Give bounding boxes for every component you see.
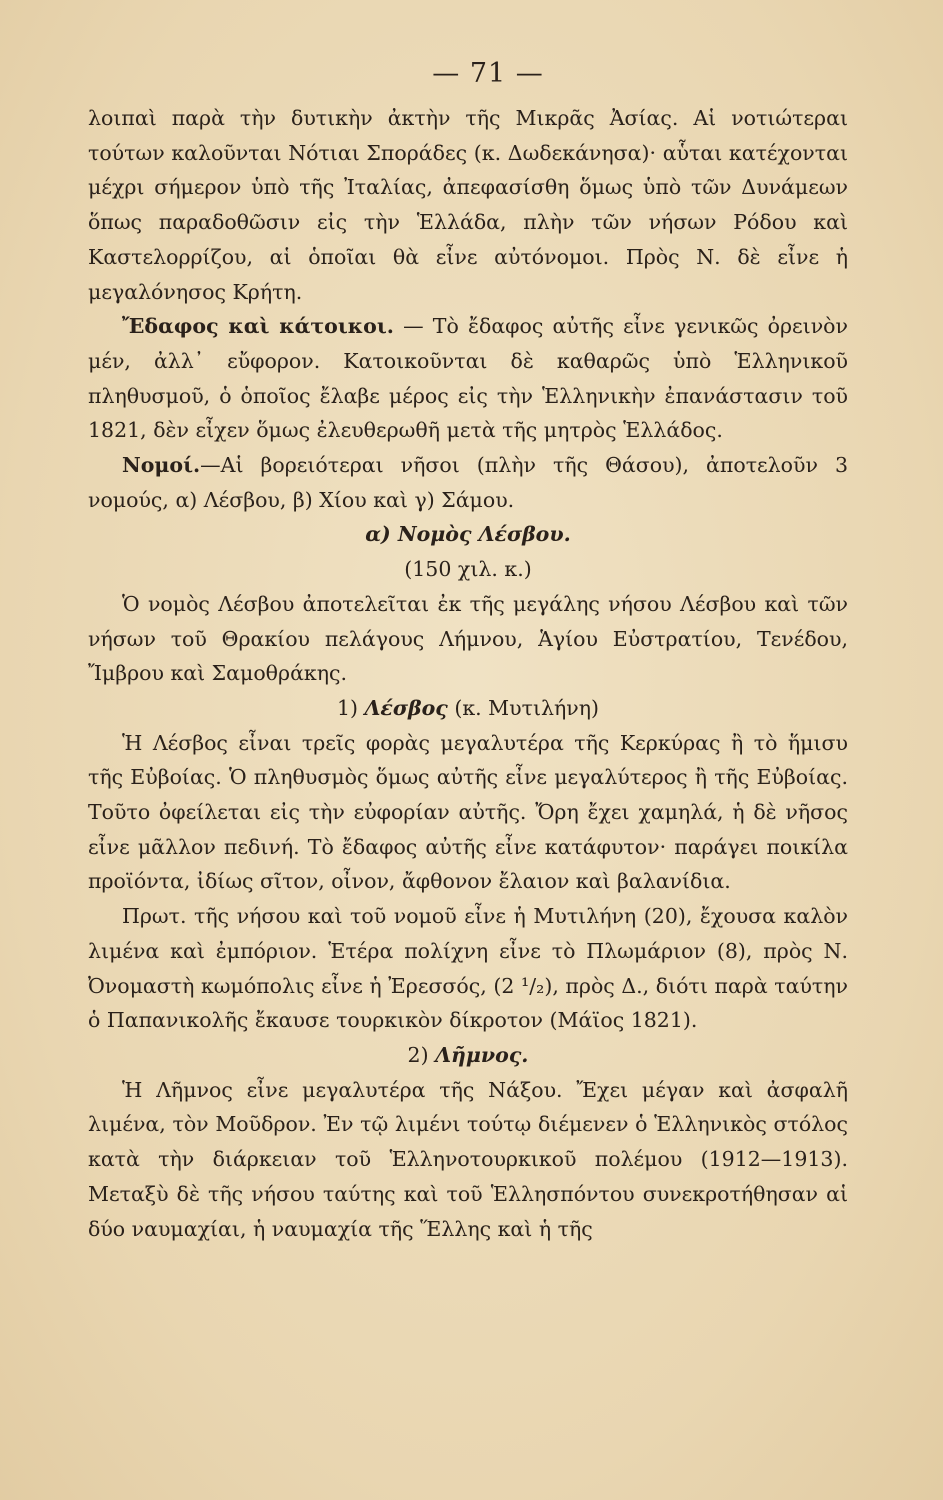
subsection-number: 1)	[336, 695, 358, 720]
paragraph-3	[88, 448, 848, 517]
subsection-name: Λῆμνος.	[435, 1042, 529, 1067]
section-title-lesvos-prefecture: α) Νομὸς Λέσβου.	[365, 522, 571, 547]
subsection-title-limnos	[88, 1038, 848, 1073]
page-number: — 71 —	[432, 58, 544, 89]
paragraph-1: λοιπαὶ παρὰ τὴν δυτικὴν ἀκτὴν τῆς Μικρᾶς Ἀσίας. Αἱ νοτιώτεραι τούτων καλοῦνται Νότιαι Σποράδες (κ. Δωδεκάνησα)· αὗται κατέχονται μέχρι σήμερον ὑπὸ τῆς Ἰταλίας, ἀπεφασίσθη ὅμως ὑπὸ τῶν Δυνάμεων ὅπως παραδοθῶσιν εἰς τὴν Ἑλλάδα, πλὴν τῶν νήσων Ρόδου καὶ Καστελορρίζου, αἱ ὁποῖαι θὰ εἶνε αὐτόνομοι. Πρὸς Ν. δὲ εἶνε ἡ μεγαλόνησος Κρήτη.	[88, 106, 848, 304]
subsection-number: 2)	[407, 1042, 429, 1067]
paragraph-7: Ἡ Λῆμνος εἶνε μεγαλυτέρα τῆς Νάξου. Ἔχει μέγαν καὶ ἀσφαλῆ λιμένα, τὸν Μοῦδρον. Ἐν τῷ λιμένι τούτῳ διέμενεν ὁ Ἑλληνικὸς στόλος κατὰ τὴν διάρκειαν τοῦ Ἑλληνοτουρκικοῦ πολέμου (1912—1913). Μεταξὺ δὲ τῆς νήσου ταύτης καὶ τοῦ Ἑλλησπόντου συνεκροτήθησαν αἱ δύο ναυμαχίαι, ἡ ναυμαχία τῆς Ἕλλης καὶ ἡ τῆς	[88, 1077, 848, 1241]
subsection-alt-name: (κ. Μυτιλήνη)	[454, 695, 600, 720]
subsection-title-lesvos	[88, 691, 848, 726]
section-head-soil: Ἔδαφος καὶ κάτοικοι.	[122, 314, 394, 339]
paragraph-5: Ἡ Λέσβος εἶναι τρεῖς φορὰς μεγαλυτέρα τῆς Κερκύρας ἢ τὸ ἥμισυ τῆς Εὐβοίας. Ὁ πληθυσμὸς ὅμως αὐτῆς εἶνε μεγαλύτερος ἢ τῆς Εὐβοίας. Τοῦτο ὀφείλεται εἰς τὴν εὐφορίαν αὐτῆς. Ὄρη ἔχει χαμηλά, ἡ δὲ νῆσος εἶνε μᾶλλον πεδινή. Τὸ ἔδαφος αὐτῆς εἶνε κατάφυτον· παράγει ποικίλα προϊόντα, ἰδίως σῖτον, οἶνον, ἄφθονον ἔλαιον καὶ βαλανίδια.	[88, 730, 848, 894]
paragraph-6: Πρωτ. τῆς νήσου καὶ τοῦ νομοῦ εἶνε ἡ Μυτιλήνη (20), ἔχουσα καλὸν λιμένα καὶ ἐμπόριον. Ἑτέρα πολίχνη εἶνε τὸ Πλωμάριον (8), πρὸς Ν. Ὀνομαστὴ κωμόπολις εἶνε ἡ Ἐρεσσός, (2 ¹/₂), πρὸς Δ., διότι παρὰ ταύτην ὁ Παπανικολῆς ἔκαυσε τουρκικὸν δίκροτον (Μάϊος 1821).	[88, 904, 848, 1033]
paragraph-2	[88, 309, 848, 448]
paragraph-4: Ὁ νομὸς Λέσβου ἀποτελεῖται ἐκ τῆς μεγάλης νήσου Λέσβου καὶ τῶν νήσων τοῦ Θρακίου πελάγους Λήμνου, Ἁγίου Εὐστρατίου, Τενέδου, Ἴμβρου καὶ Σαμοθράκης.	[88, 591, 848, 686]
paragraph-2-text: — Τὸ ἔδαφος αὐτῆς εἶνε γενικῶς ὀρεινὸν μέν, ἀλλ᾽ εὔφορον. Κατοικοῦνται δὲ καθαρῶς ὑπὸ Ἑλληνικοῦ πληθυσμοῦ, ὁ ὁποῖος ἔλαβε μέρος εἰς τὴν Ἑλληνικὴν ἐπανάστασιν τοῦ 1821, δὲν εἶχεν ὅμως ἐλευθερωθῆ μετὰ τῆς μητρὸς Ἑλλάδος.	[88, 314, 848, 443]
subsection-name: Λέσβος	[364, 695, 448, 720]
section-head-prefectures: Νομοί.	[122, 453, 201, 478]
section-area: (150 χιλ. κ.)	[404, 557, 532, 582]
page	[88, 58, 848, 1246]
paragraph-3-text: —Αἱ βορειότεραι νῆσοι (πλὴν τῆς Θάσου), ἀποτελοῦν 3 νομούς, α) Λέσβου, β) Χίου καὶ γ) Σάμου.	[88, 453, 848, 512]
